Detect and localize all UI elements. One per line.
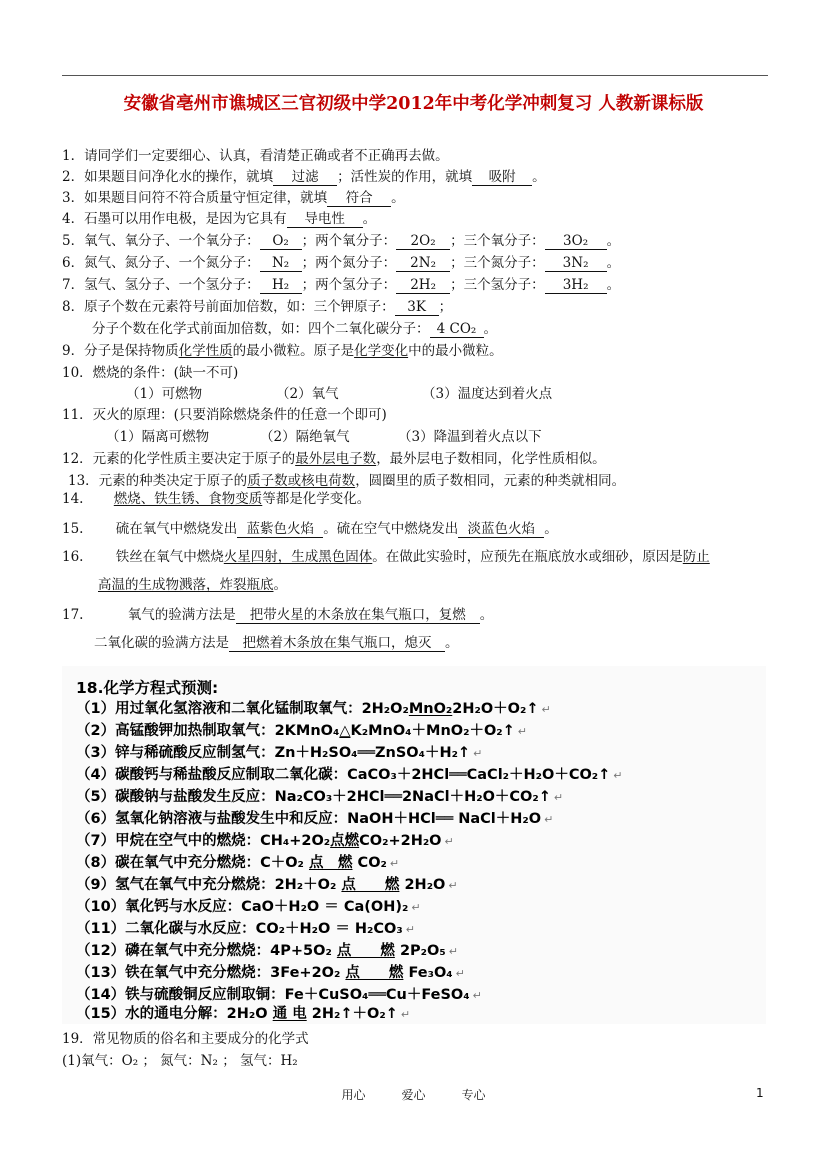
blank-answer: 2N₂: [396, 255, 450, 272]
item-14: 14. 燃烧、铁生锈、食物变质等都是化学变化。: [62, 491, 371, 507]
blank-answer: 3H₂: [545, 277, 607, 294]
item-13: 13．元素的种类决定于原子的质子数或核电荷数，圆圈里的质子数相同，元素的种类就相同。: [68, 473, 626, 489]
item-11-b: （2）隔绝氧气: [260, 429, 350, 445]
return-mark-icon: ↵: [448, 879, 458, 892]
return-mark-icon: ↵: [405, 923, 415, 936]
return-mark-icon: ↵: [472, 989, 482, 1002]
item-19-line1: (1)氧气：O₂ ； 氮气：N₂ ； 氢气：H₂: [62, 1053, 298, 1069]
return-mark-icon: ↵: [444, 835, 454, 848]
item-8-line2: 分子个数在化学式前面加倍数，如：四个二氧化碳分子： 4 CO₂ 。: [92, 321, 497, 337]
item-10-a: （1）可燃物: [126, 386, 203, 402]
blank-answer: 4 CO₂: [430, 321, 484, 338]
blank-answer: O₂: [260, 233, 302, 250]
return-mark-icon: ↵: [541, 703, 551, 716]
item-8: 8．原子个数在元素符号前面加倍数，如：三个钾原子： 3K ；: [62, 299, 453, 315]
item-10-c: （3）温度达到着火点: [422, 386, 553, 402]
item-16: 16. 铁丝在氧气中燃烧火星四射，生成黑色固体。在做此实验时，应预先在瓶底放水或细砂，原因是防止: [62, 549, 710, 565]
blank-answer: 2H₂: [396, 277, 450, 294]
item-12: 12．元素的化学性质主要决定于原子的最外层电子数，最外层电子数相同，化学性质相似。: [62, 451, 606, 467]
return-mark-icon: ↵: [517, 725, 527, 738]
return-mark-icon: ↵: [544, 813, 554, 826]
equation-2: （2）高锰酸钾加热制取氧气：2KMnO₄△K₂MnO₄＋MnO₂＋O₂↑ ↵: [76, 723, 527, 739]
item-4: 4．石墨可以用作电极，是因为它具有 导电性 。: [62, 211, 377, 227]
blank-answer: 把带火星的木条放在集气瓶口，复燃: [236, 607, 480, 624]
equation-3: （3）锌与稀硫酸反应制氢气：Zn＋H₂SO₄══ZnSO₄＋H₂↑ ↵: [76, 745, 483, 761]
blank-answer: 3N₂: [545, 255, 607, 272]
return-mark-icon: ↵: [553, 791, 564, 804]
item-11-a: （1）隔离可燃物: [106, 429, 210, 445]
page-number: 1: [756, 1086, 764, 1100]
equation-11: （11）二氧化碳与水反应：CO₂＋H₂O ＝ H₂CO₃ ↵: [76, 921, 415, 937]
blank-answer: 过滤: [273, 169, 337, 186]
item-11: 11．灭火的原理：(只要消除燃烧条件的任意一个即可): [62, 407, 387, 423]
return-mark-icon: ↵: [455, 967, 465, 980]
item-15: 15. 硫在氧气中燃烧发出 蓝紫色火焰 。硫在空气中燃烧发出 淡蓝色火焰 。: [62, 521, 558, 537]
page-footer: 用心 爱心 专心: [341, 1088, 486, 1102]
item-2: 2．如果题目问净化水的操作，就填 过滤 ；活性炭的作用，就填 吸附 。: [62, 169, 546, 185]
equation-1: （1）用过氧化氢溶液和二氧化锰制取氧气：2H₂O₂MnO₂2H₂O＋O₂↑ ↵: [76, 701, 551, 717]
blank-answer: 导电性: [287, 211, 363, 228]
equation-12: （12）磷在氧气中充分燃烧：4P+5O₂ 点 燃 2P₂O₅ ↵: [76, 943, 458, 959]
blank-answer: 蓝紫色火焰: [237, 521, 323, 538]
item-19: 19．常见物质的俗名和主要成分的化学式: [62, 1031, 309, 1047]
return-mark-icon: ↵: [411, 901, 421, 914]
item-9: 9．分子是保持物质化学性质的最小微粒。原子是化学变化中的最小微粒。: [62, 343, 503, 359]
equation-14: （14）铁与硫酸铜反应制取铜：Fe＋CuSO₄══Cu＋FeSO₄ ↵: [76, 987, 482, 1003]
item-6: 6．氮气、氮分子、一个氮分子： N₂ ；两个氮分子： 2N₂ ；三个氮分子： 3N₂ 。: [62, 255, 621, 271]
equation-15: （15）水的通电分解：2H₂O 通 电 2H₂↑＋O₂↑ ↵: [76, 1006, 411, 1022]
return-mark-icon: ↵: [448, 945, 458, 958]
equation-10: （10）氧化钙与水反应：CaO＋H₂O ＝ Ca(OH)₂ ↵: [76, 899, 421, 915]
return-mark-icon: ↵: [389, 857, 400, 870]
equation-13: （13）铁在氧气中充分燃烧：3Fe+2O₂ 点 燃 Fe₃O₄ ↵: [76, 965, 465, 981]
blank-answer: 符合: [327, 190, 391, 207]
blank-answer: 2O₂: [396, 233, 450, 250]
page-title: 安徽省亳州市谯城区三官初级中学2012年中考化学冲刺复习 人教新课标版: [123, 94, 704, 114]
blank-answer: N₂: [260, 255, 302, 272]
item-3: 3．如果题目问符不符合质量守恒定律，就填 符合 。: [62, 190, 405, 206]
item-11-c: （3）降温到着火点以下: [398, 429, 542, 445]
blank-answer: 3K: [395, 299, 439, 316]
equation-4: （4）碳酸钙与稀盐酸反应制取二氧化碳：CaCO₃＋2HCl══CaCl₂＋H₂O＋CO₂↑ ↵: [76, 767, 623, 783]
blank-answer: 把燃着木条放在集气瓶口，熄灭: [229, 635, 445, 652]
equation-9: （9）氢气在氧气中充分燃烧：2H₂＋O₂ 点 燃 2H₂O ↵: [76, 877, 458, 893]
equation-5: （5）碳酸钠与盐酸发生反应：Na₂CO₃＋2HCl══2NaCl＋H₂O＋CO₂↑ ↵: [76, 789, 564, 805]
return-mark-icon: ↵: [400, 1008, 411, 1021]
equation-8: （8）碳在氧气中充分燃烧：C＋O₂ 点 燃 CO₂ ↵: [76, 855, 400, 871]
return-mark-icon: ↵: [473, 747, 483, 760]
item-1: 1．请同学们一定要细心、认真，看清楚正确或者不正确再去做。: [62, 148, 449, 164]
blank-answer: H₂: [260, 277, 302, 294]
item-7: 7．氢气、氢分子、一个氢分子： H₂ ；两个氢分子： 2H₂ ；三个氢分子： 3H₂ 。: [62, 277, 621, 293]
equation-7: （7）甲烷在空气中的燃烧：CH₄+2O₂点燃CO₂+2H₂O ↵: [76, 833, 454, 849]
item-17-line2: 二氧化碳的验满方法是 把燃着木条放在集气瓶口，熄灭 。: [94, 635, 459, 651]
return-mark-icon: ↵: [613, 769, 623, 782]
equations-heading: 18.化学方程式预测:: [76, 679, 219, 697]
header-rule: [62, 75, 768, 76]
item-10-b: （2）氧气: [276, 386, 339, 402]
blank-answer: 淡蓝色火焰: [458, 521, 544, 538]
blank-answer: 3O₂: [545, 233, 607, 250]
item-10: 10．燃烧的条件：(缺一不可): [62, 365, 239, 381]
equation-6: （6）氢氧化钠溶液与盐酸发生中和反应：NaOH＋HCl══ NaCl＋H₂O ↵: [76, 811, 554, 827]
item-16-line2: 高温的生成物溅落，炸裂瓶底。: [98, 577, 287, 593]
item-17: 17. 氧气的验满方法是 把带火星的木条放在集气瓶口，复燃 。: [62, 607, 494, 623]
item-5: 5．氧气、氧分子、一个氧分子： O₂ ；两个氧分子： 2O₂ ；三个氧分子： 3O₂ 。: [62, 233, 621, 249]
blank-answer: 吸附: [472, 169, 532, 186]
